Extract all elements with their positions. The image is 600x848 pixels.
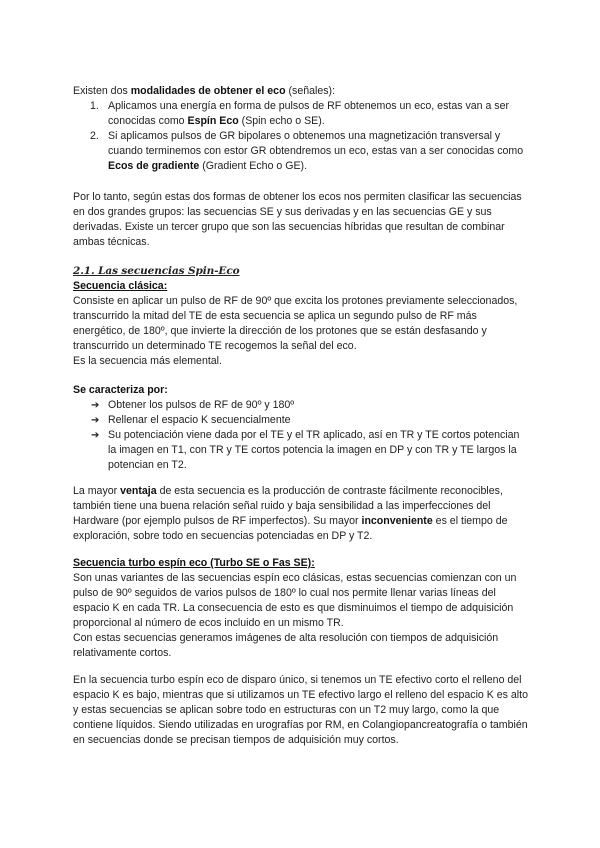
features-list (73, 398, 528, 473)
turbo-paragraph: Son unas variantes de las secuencias espín eco clásicas, estas secuencias comienzan con un pulso de 90º seguidos de varios pulsos de 180º lo cual nos permite llenar varias líneas del espacio K en cada TR. La consecuencia de esto es que disminuimos el tiempo de adquisición proporcional al número de ecos incluido en un mismo TR. (73, 572, 517, 629)
eval-text: La mayor (73, 485, 121, 497)
eval-text: de esta secuencia es la producción de contraste fácilmente reconocibles, también tiene una buena relación señal ruido y baja sensibilidad a las imperfecciones del Hardware (por ejemplo pulsos de RF imperfectos). Su mayor (73, 485, 503, 527)
feature-text: Rellenar el espacio K secuencialmente (108, 414, 291, 426)
feature-text: Su potenciación viene dada por el TE y el TR aplicado, así en TR y TE cortos potencian la imagen en T1, con TR y TE cortos potencia la imagen en DP y con TR y TE largos la potencian en T2. (108, 429, 520, 471)
features-section (73, 383, 528, 473)
modalities-list (73, 99, 528, 174)
list-item (73, 428, 528, 473)
arrow-icon: ➔ (91, 415, 100, 426)
intro-paragraph (73, 84, 528, 99)
summary-paragraph: Por lo tanto, según estas dos formas de obtener los ecos nos permiten clasificar las secuencias en dos grandes grupos: las secuencias SE y sus derivadas y en las secuencias GE y sus derivadas. Existe un tercer grupo que son las secuencias híbridas que resultan de combinar ambas técnicas. (73, 191, 522, 248)
classic-description: Consiste en aplicar un pulso de RF de 90º que excita los protones previamente seleccionados, transcurrido la mitad del TE de esta secuencia se aplica un segundo pulso de RF más energético, de 180º, que invierte la dirección de los protones que se están desfasando y transcurrido un determinado TE recogemos la señal del eco. (73, 295, 518, 352)
evaluation-section (73, 484, 528, 544)
arrow-icon: ➔ (91, 430, 100, 441)
list-bold: Ecos de gradiente (108, 160, 200, 172)
advantage-bold: ventaja (120, 485, 157, 497)
intro-section (73, 84, 528, 174)
disadvantage-bold: inconveniente (361, 515, 433, 527)
list-number: 2. (90, 130, 99, 142)
turbo-paragraph: En la secuencia turbo espín eco de disparo único, si tenemos un TE efectivo corto el relleno del espacio K es bajo, mientras que si utilizamos un TE efectivo largo el relleno del espacio K es alto y estas secuencias se aplican sobre todo en estructuras con un T2 muy largo, como la que contiene líquidos. Siendo utilizadas en urografías por RM, en Colangiopancreatografía o también en secuencias donde se precisan tiempos de adquisición muy cortos. (73, 674, 528, 746)
eval-text: es el tiempo de exploración, sobre todo en secuencias potenciadas en DP y T2. (73, 515, 508, 542)
turbo-section (73, 556, 528, 661)
list-item (73, 398, 528, 413)
classic-elemental: Es la secuencia más elemental. (73, 355, 222, 367)
list-number: 1. (90, 100, 99, 112)
list-item (73, 99, 528, 129)
intro-bold: modalidades de obtener el eco (130, 85, 286, 97)
list-text: (Spin echo o SE). (238, 115, 325, 127)
intro-text: Existen dos (73, 85, 131, 97)
turbo-paragraph: Con estas secuencias generamos imágenes de alta resolución con tiempos de adquisición relativamente cortos. (73, 632, 499, 659)
turbo-heading: Secuencia turbo espín eco (Turbo SE o Fas SE): (73, 557, 315, 569)
spin-eco-section (73, 264, 528, 369)
turbo-single-shot-section (73, 673, 528, 748)
intro-suffix: (señales): (285, 85, 336, 97)
list-text: Si aplicamos pulsos de GR bipolares o obtenemos una magnetización transversal y cuando terminemos con estor GR obtendremos un eco, estas van a ser conocidas como (108, 130, 524, 157)
evaluation-paragraph (73, 484, 528, 544)
list-item (73, 129, 528, 174)
feature-text: Obtener los pulsos de RF de 90º y 180º (108, 399, 295, 411)
section-title: 2.1. Las secuencias Spin-Eco (73, 265, 240, 277)
list-bold: Espín Eco (187, 115, 239, 127)
list-text: (Gradient Echo o GE). (199, 160, 308, 172)
summary-section (73, 190, 528, 250)
arrow-icon: ➔ (91, 400, 100, 411)
features-heading: Se caracteriza por: (73, 384, 168, 396)
list-item (73, 413, 528, 428)
list-text: Aplicamos una energía en forma de pulsos de RF obtenemos un eco, estas van a ser conocidas como (108, 100, 510, 127)
classic-heading: Secuencia clásica: (73, 280, 168, 292)
